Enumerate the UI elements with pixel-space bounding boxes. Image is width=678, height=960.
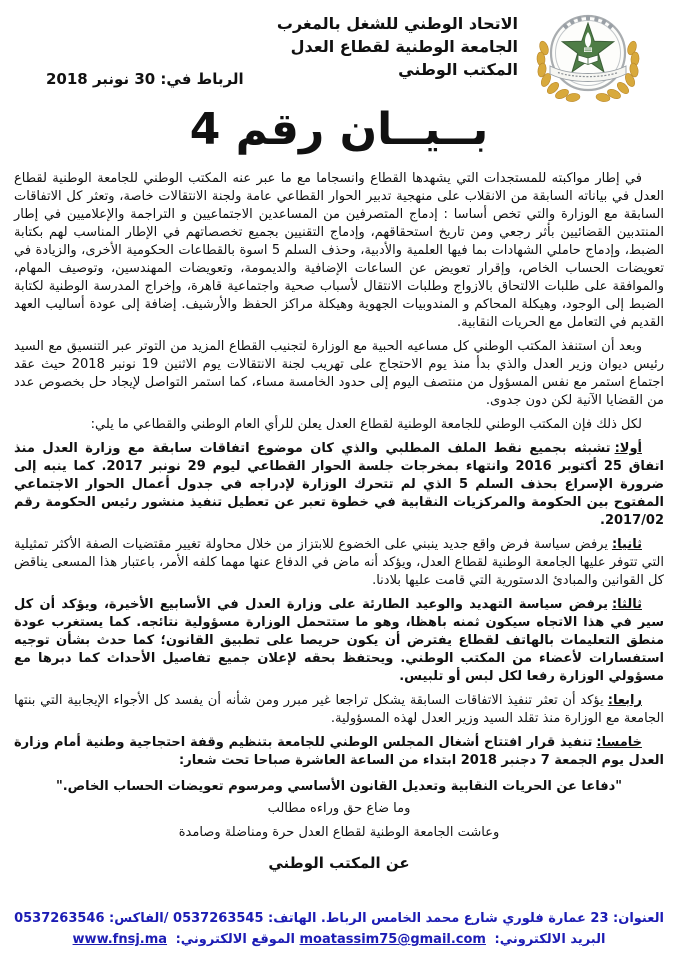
statement-title: بــيــان رقم 4 <box>189 104 489 155</box>
clause-fourth <box>14 692 664 728</box>
statement-body <box>14 170 664 880</box>
clause-fourth-text: يؤكد أن تعثر تنفيذ الاتفاقات السابقة يشكل تراجعا غير مبرر ومن شأنه أن يفسد كل الأجواء الإيجابية التي بنتها الجامعة مع الوزارة منذ تقلد السيد وزير العدل لهذه المسؤولية. <box>14 693 664 726</box>
protest-slogan: "دفاعا عن الحريات النقابية وتعديل القانون الأساسي ومرسوم تعويضات الحساب الخاص." <box>55 779 623 794</box>
intro-paragraph: في إطار مواكبته للمستجدات التي يشهدها القطاع وانسجاما مع ما عبر عنه المكتب الوطني للجامعة الوطنية لقطاع العدل في بياناته السابقة من الانقلاب على منهجية تدبير الحوار القطاعي عامة ولجنة الانتقالات خاصة، وتعثر كل الاتفاقات السابقة مع الوزارة والتي تخص أساسا : إدماج المتصرفين من المساعدين الاجتماعيين و التراجمة والإعلاميين في إطار المنتدبين القضائيين بأثر رجعي ومن تاريخ استحقاقهم، وإدماج التقنيين بجميع تخصصاتهم في الإطار المناسب لهم بكتابة الضبط، وإدماج حاملي الشهادات بما فيها العلمية والأدبية، وحذف السلم 5 اسوة بالقطاعات الحكومية الأخرى، والزيادة في تعويضات الحساب الخاص، وإقرار تعويض عن الساعات الإضافية والديمومة، وتعويضات المهندسين، وتوصيف المهام، والموافقة على طلبات الالتحاق بالازواج وطلبات الانتقال لأسباب صحية واجتماعية قاهرة، وإخراج المدرسة الوطنية لكتابة الضبط إلى الوجود، وهيكلة المحاكم و المندوبيات الجهوية وهيكلة مراكز الحفظ والأرشيف. إضافة إلى عودة أساليب العهد القديم في التعامل مع الحريات النقابية. <box>14 171 664 330</box>
closing-line: وعاشت الجامعة الوطنية لقطاع العدل حرة ومناضلة وصامدة <box>178 825 500 840</box>
clause-third-label: ثالثا: <box>611 597 642 612</box>
clause-fourth-label: رابعا: <box>607 693 642 708</box>
clause-first-text: تشبثه بجميع نقط الملف المطلبي والذي كان موضوع اتفاقات سابقة مع وزارة العدل منذ اتفاق 25 أكتوبر 2016 وانتهاء بمخرجات جلسة الحوار القطاعي ليوم 29 نونبر 2017. كما ينبه إلى ضرورة الإسراع بحذف السلم 5 الذي لم تتحرك الوزارة لإدراجه في جدول أعمال الحوار الاجتماعي المفتوح بين الحكومة والمركزيات النقابية في خطوة تعبر عن تعطيل تنفيذ منشور رئيس الحكومة رقم 2017/02. <box>14 441 665 528</box>
email-label: البريد الالكتروني: <box>494 932 606 947</box>
clause-first <box>14 440 664 530</box>
org-line-office: المكتب الوطني <box>398 60 518 79</box>
org-line-union: الاتحاد الوطني للشغل بالمغرب <box>276 14 518 33</box>
contact-footer <box>0 908 678 950</box>
links-line <box>0 929 678 950</box>
motto-line: وما ضاع حق وراءه مطالب <box>267 801 411 816</box>
clause-second-text: يرفض سياسة فرض واقع جديد ينبني على الخضوع للابتزاز من خلال محاولة تغيير مقتضيات الصفة الأكثر تمثيلية التي تتوفر عليها الجامعة الوطنية لقطاع العدل، ويؤكد أنه ماض في الدفاع عنها مهما كلفه الأمر، باعتبار هذا المسعى يناقض كل القوانين والمبادئ الدستورية التي قامت عليها بلادنا. <box>14 537 664 588</box>
second-paragraph: وبعد أن استنفذ المكتب الوطني كل مساعيه الحبية مع الوزارة لتجنيب القطاع المزيد من التوتر عبر التنسيق مع السيد رئيس ديوان وزير العدل والذي بدأ منذ يوم الاحتجاج على تهريب لجنة الانتقالات يوم الاثنين 19 نونبر 2018 حيث عقد اجتماع استمر مع نفس المسؤول من منتصف اليوم إلى حدود الخامسة مساء، كما استمر التواصل لإيجاد حل بخصوص عدد من القضايا الآنية لكن دون جدوى. <box>14 339 664 408</box>
clause-first-label: أولا: <box>614 441 642 456</box>
date-line: الرباط في: 30 نونبر 2018 <box>46 70 244 88</box>
website-link[interactable]: www.fnsj.ma <box>72 932 168 947</box>
address-phone-line: العنوان: 23 عمارة فلوري شارع محمد الخامس الرباط. الهاتف: 0537263545 /الفاكس: 0537263546 <box>14 911 664 926</box>
clause-second <box>14 536 664 590</box>
org-line-federation: الجامعة الوطنية لقطاع العدل <box>290 37 518 56</box>
email-link[interactable]: moatassim75@gmail.com <box>299 932 486 947</box>
organization-names <box>277 12 518 81</box>
clause-third-text: يرفض سياسة التهديد والوعيد الطارئة على وزارة العدل في الأسابيع الأخيرة، ويؤكد أن كل سير في هذا الاتجاه سيكون ثمنه باهظا، وهو ما ستتحمل الوزارة مسؤولية نتائجه. كما يستغرب عودة منطق التعليمات بالهاتف لقطاع يفترض أن يكون حريصا على تطبيق القانون؛ كما حدث بشأن توجيه استفسارات لأعضاء من المكتب الوطني. ويحتفظ بحقه لإعلان جميع تفاصيل الأحداث كما دبرها مع مسؤولي الوزارة رفعا لكل لبس أو تلبيس. <box>14 597 664 684</box>
clause-fifth-text: تنفيذ قرار افتتاح أشغال المجلس الوطني للجامعة بتنظيم وقفة احتجاجية وطنية أمام وزارة العدل يوم الجمعة 7 دجنبر 2018 ابتداء من الساعة العاشرة صباحا تحت شعار: <box>14 735 664 768</box>
lead-in-paragraph: لكل ذلك فإن المكتب الوطني للجامعة الوطنية لقطاع العدل يعلن للرأي العام الوطني والقطاعي ما يلي: <box>90 417 642 432</box>
clause-fifth <box>14 734 664 770</box>
signature-line: عن المكتب الوطني <box>268 854 410 872</box>
union-emblem-icon <box>528 8 648 103</box>
document-header <box>0 6 678 108</box>
clause-second-label: ثانيا: <box>611 537 642 552</box>
website-label: الموقع الالكتروني: <box>175 932 295 947</box>
clause-fifth-label: خامسا: <box>596 735 642 750</box>
clause-third <box>14 596 664 686</box>
